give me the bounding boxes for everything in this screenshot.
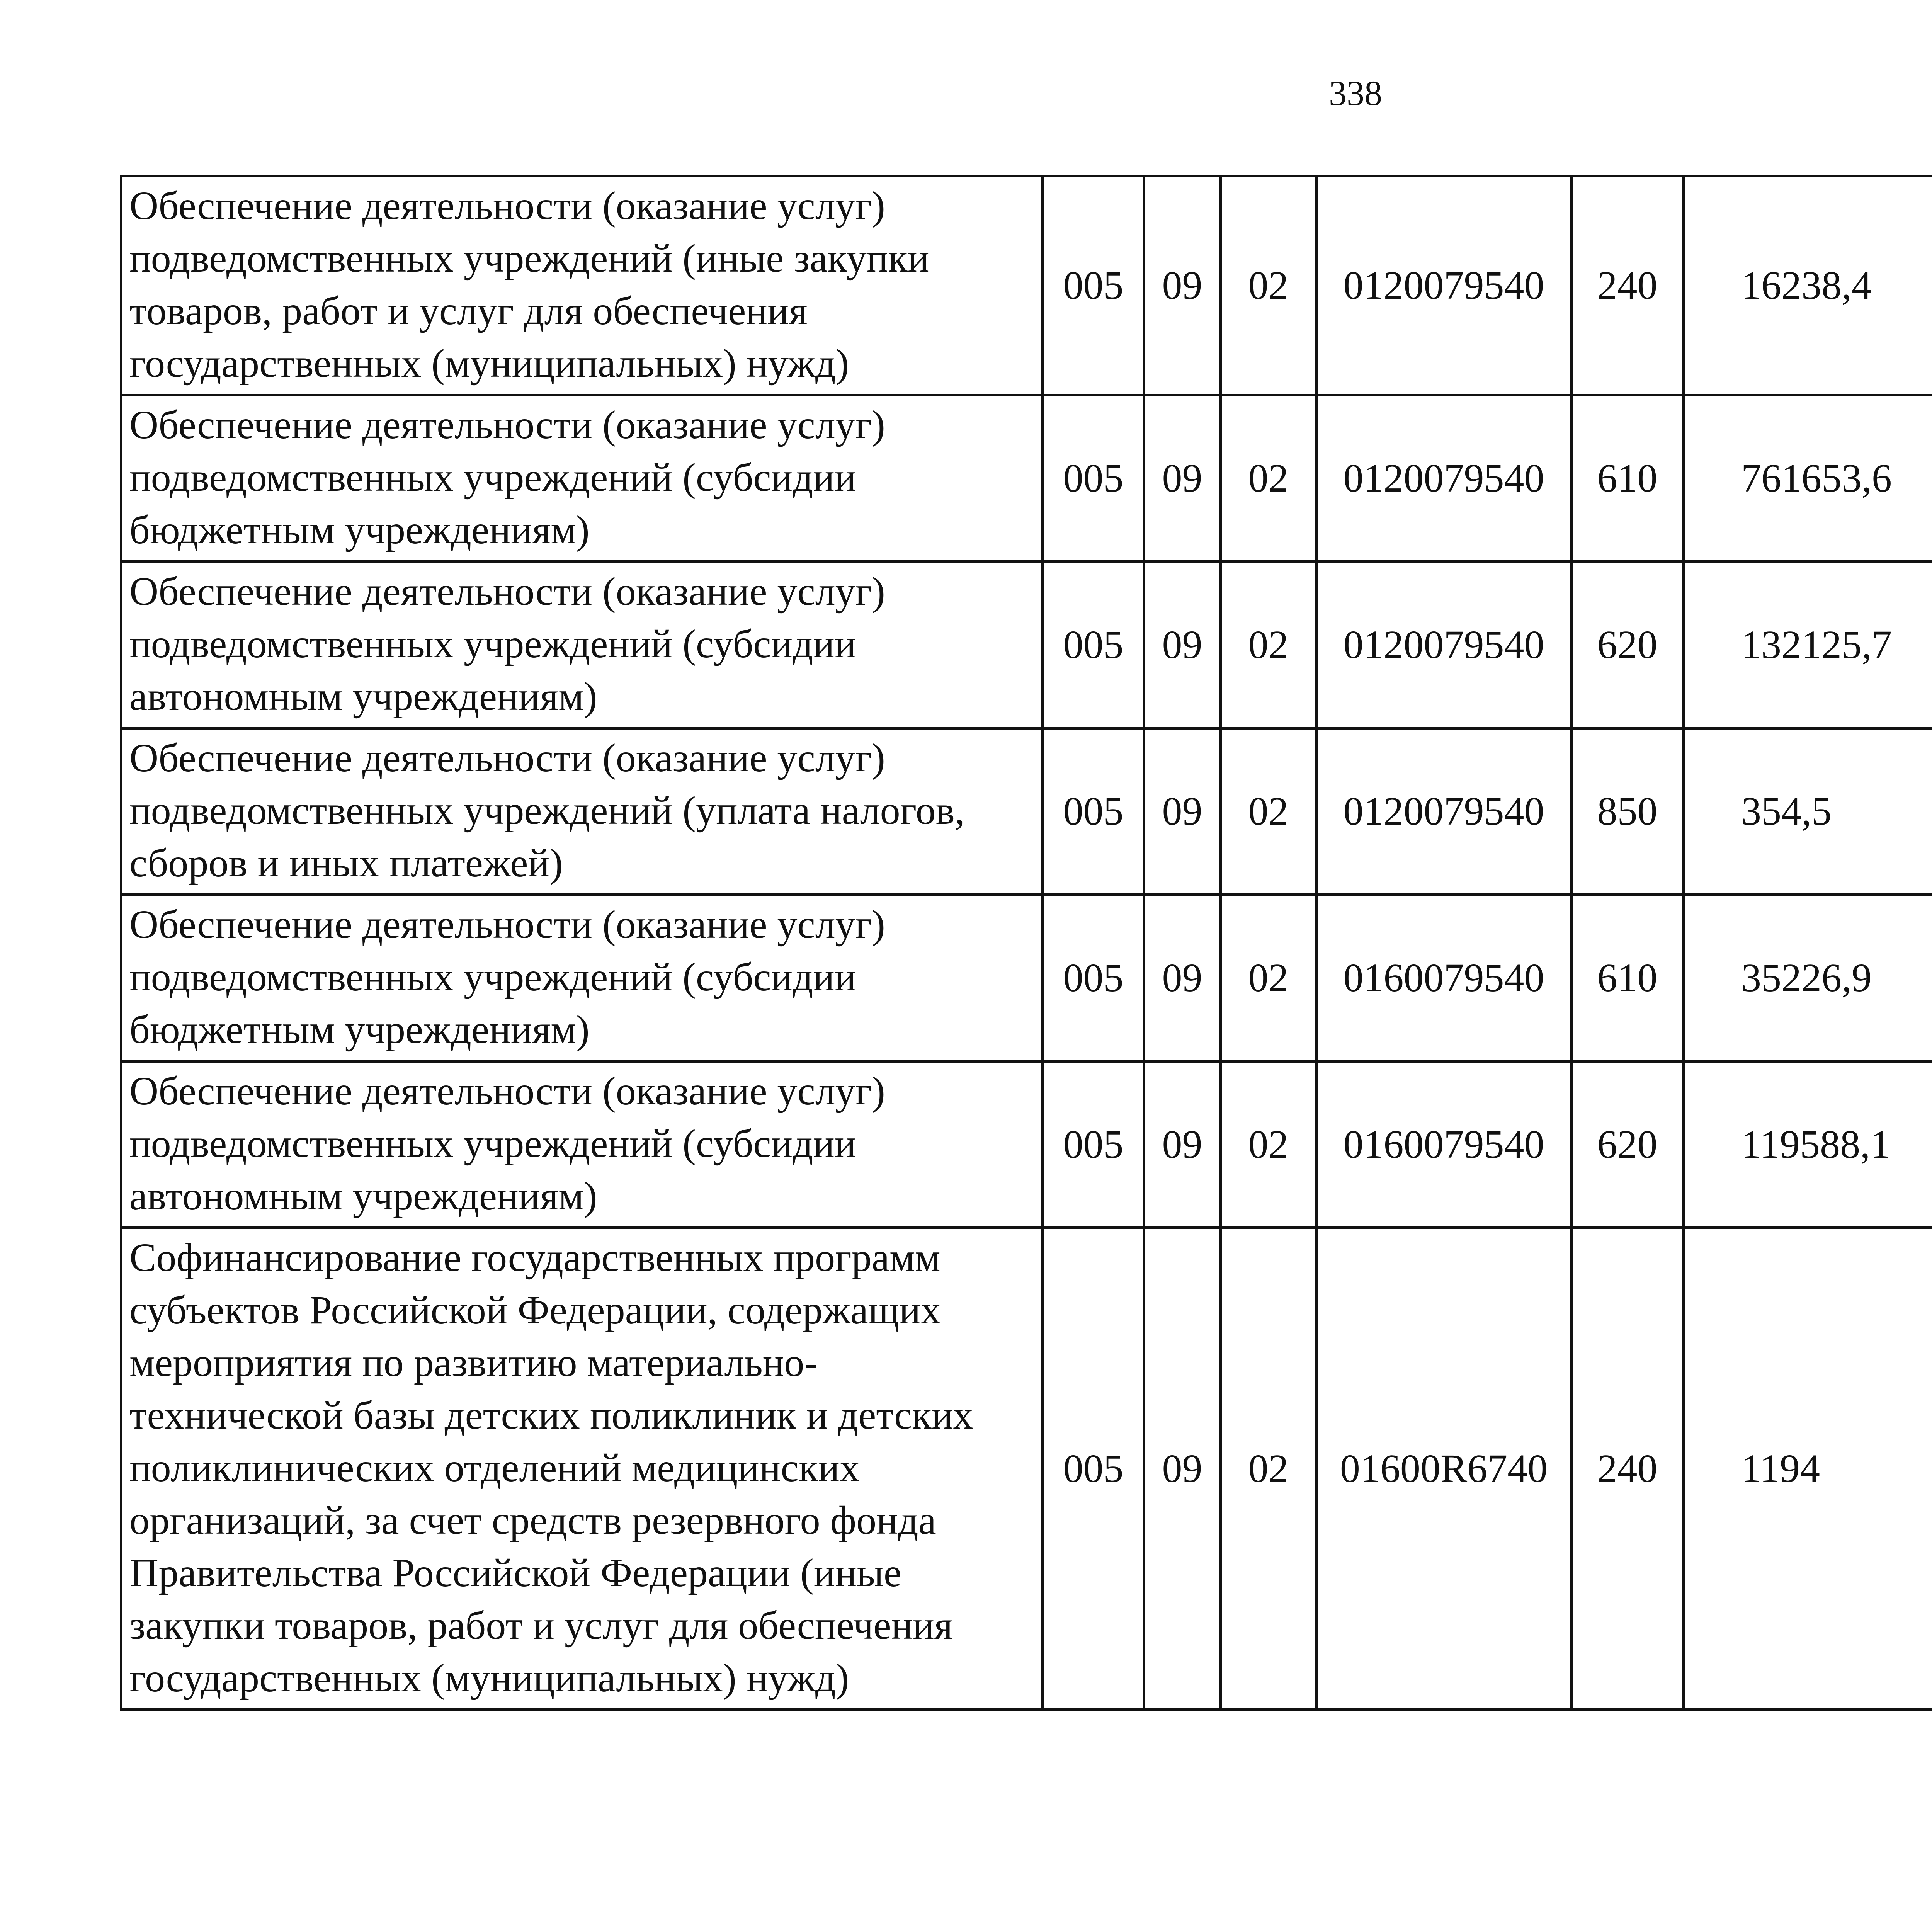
target-article-cell: 0120079540 — [1316, 728, 1571, 895]
expense-type-cell: 240 — [1571, 176, 1684, 395]
subsection-code-cell: 02 — [1221, 562, 1316, 728]
target-article-cell: 0160079540 — [1316, 1061, 1571, 1228]
admin-code-cell: 005 — [1043, 1061, 1144, 1228]
amount-year-1-cell: 1194 — [1684, 1228, 1932, 1710]
description-line: подведомственных учреждений (уплата налогов, — [129, 788, 965, 833]
admin-code-cell: 005 — [1043, 562, 1144, 728]
subsection-code-cell: 02 — [1221, 176, 1316, 395]
section-code-cell: 09 — [1144, 1228, 1221, 1710]
target-article-cell: 0120079540 — [1316, 395, 1571, 562]
expense-type-cell: 610 — [1571, 395, 1684, 562]
target-article-cell: 0120079540 — [1316, 562, 1571, 728]
description-line: государственных (муниципальных) нужд) — [129, 1656, 849, 1700]
description-line: автономным учреждениям) — [129, 674, 597, 719]
amount-year-1-cell: 354,5 — [1684, 728, 1932, 895]
description-line: подведомственных учреждений (субсидии — [129, 1121, 856, 1166]
subsection-code-cell: 02 — [1221, 395, 1316, 562]
expense-type-cell: 620 — [1571, 1061, 1684, 1228]
description-line: подведомственных учреждений (субсидии — [129, 622, 856, 666]
table-row — [121, 895, 1932, 1061]
table-row — [121, 1061, 1932, 1228]
section-code-cell: 09 — [1144, 895, 1221, 1061]
admin-code-cell: 005 — [1043, 395, 1144, 562]
row-description — [121, 1228, 1043, 1710]
table-row — [121, 176, 1932, 395]
row-description — [121, 728, 1043, 895]
subsection-code-cell: 02 — [1221, 1061, 1316, 1228]
page-number: 338 — [1329, 73, 1382, 113]
description-line: Правительства Российской Федерации (иные — [129, 1551, 902, 1595]
section-code-cell: 09 — [1144, 562, 1221, 728]
admin-code-cell: 005 — [1043, 176, 1144, 395]
description-line: подведомственных учреждений (иные закупки — [129, 236, 929, 281]
description-line: Обеспечение деятельности (оказание услуг) — [129, 902, 885, 947]
description-line: бюджетным учреждениям) — [129, 508, 590, 552]
budget-table — [120, 175, 1932, 1711]
table-row — [121, 1228, 1932, 1710]
description-line: Обеспечение деятельности (оказание услуг) — [129, 184, 885, 228]
section-code-cell: 09 — [1144, 728, 1221, 895]
row-description — [121, 895, 1043, 1061]
amount-year-1-cell: 119588,1 — [1684, 1061, 1932, 1228]
expense-type-cell: 620 — [1571, 562, 1684, 728]
admin-code-cell: 005 — [1043, 895, 1144, 1061]
description-line: сборов и иных платежей) — [129, 841, 563, 885]
amount-year-1-cell: 132125,7 — [1684, 562, 1932, 728]
section-code-cell: 09 — [1144, 395, 1221, 562]
expense-type-cell: 240 — [1571, 1228, 1684, 1710]
description-line: организаций, за счет средств резервного фонда — [129, 1498, 936, 1543]
subsection-code-cell: 02 — [1221, 895, 1316, 1061]
description-line: автономным учреждениям) — [129, 1174, 597, 1218]
description-line: товаров, работ и услуг для обеспечения — [129, 289, 808, 333]
row-description — [121, 562, 1043, 728]
amount-year-1-cell: 16238,4 — [1684, 176, 1932, 395]
table-row — [121, 562, 1932, 728]
description-line: Софинансирование государственных программ — [129, 1235, 940, 1280]
section-code-cell: 09 — [1144, 176, 1221, 395]
description-line: Обеспечение деятельности (оказание услуг) — [129, 1069, 885, 1113]
table-row — [121, 728, 1932, 895]
description-line: бюджетным учреждениям) — [129, 1007, 590, 1052]
section-code-cell: 09 — [1144, 1061, 1221, 1228]
subsection-code-cell: 02 — [1221, 728, 1316, 895]
target-article-cell: 0120079540 — [1316, 176, 1571, 395]
target-article-cell: 0160079540 — [1316, 895, 1571, 1061]
description-line: Обеспечение деятельности (оказание услуг) — [129, 569, 885, 614]
amount-year-1-cell: 35226,9 — [1684, 895, 1932, 1061]
admin-code-cell: 005 — [1043, 728, 1144, 895]
admin-code-cell: 005 — [1043, 1228, 1144, 1710]
description-line: подведомственных учреждений (субсидии — [129, 955, 856, 999]
row-description — [121, 176, 1043, 395]
row-description — [121, 1061, 1043, 1228]
description-line: технической базы детских поликлиник и детских — [129, 1393, 973, 1437]
subsection-code-cell: 02 — [1221, 1228, 1316, 1710]
row-description — [121, 395, 1043, 562]
description-line: государственных (муниципальных) нужд) — [129, 341, 849, 386]
table-row — [121, 395, 1932, 562]
description-line: мероприятия по развитию материально- — [129, 1340, 818, 1385]
description-line: Обеспечение деятельности (оказание услуг) — [129, 403, 885, 447]
description-line: Обеспечение деятельности (оказание услуг) — [129, 736, 885, 780]
target-article-cell: 01600R6740 — [1316, 1228, 1571, 1710]
description-line: закупки товаров, работ и услуг для обеспечения — [129, 1603, 953, 1648]
description-line: поликлинических отделений медицинских — [129, 1446, 860, 1490]
expense-type-cell: 610 — [1571, 895, 1684, 1061]
description-line: подведомственных учреждений (субсидии — [129, 455, 856, 500]
expense-type-cell: 850 — [1571, 728, 1684, 895]
amount-year-1-cell: 761653,6 — [1684, 395, 1932, 562]
description-line: субъектов Российской Федерации, содержащих — [129, 1288, 941, 1332]
